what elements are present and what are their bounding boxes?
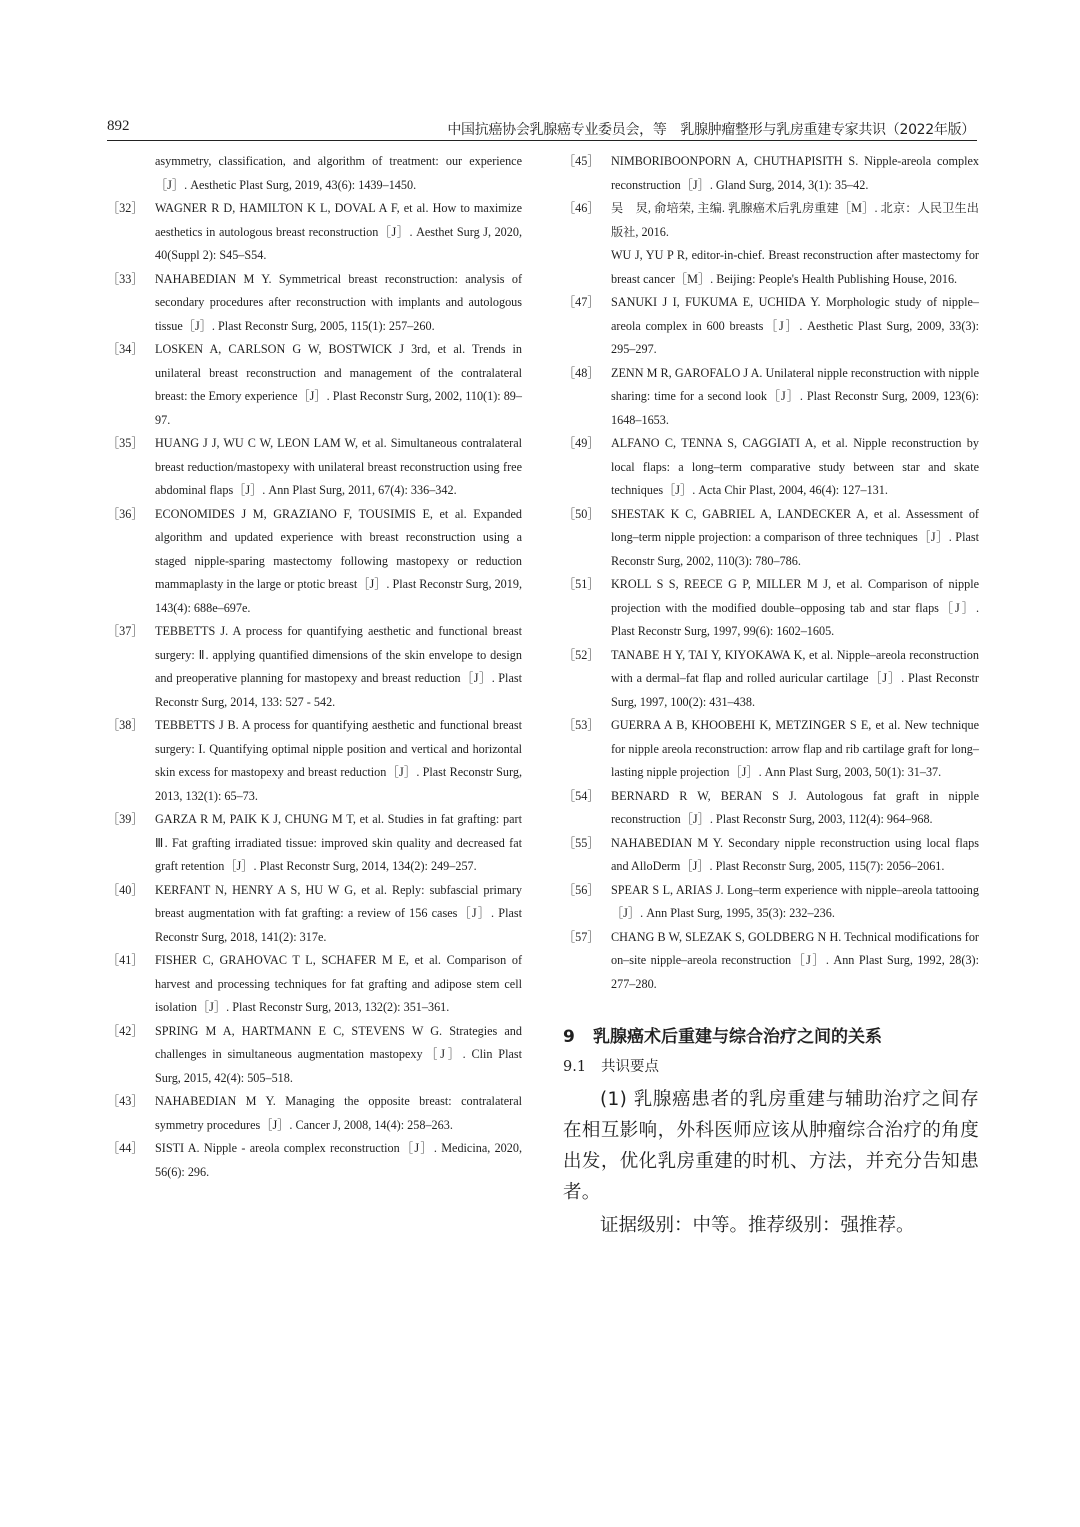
section-number: 9	[563, 1027, 575, 1047]
reference-number: ［51］	[563, 577, 600, 591]
reference-number: ［42］	[107, 1023, 144, 1038]
reference-item	[107, 949, 522, 1020]
reference-text: ZENN M R, GAROFALO J A. Unilateral nipple reconstruction with nipple sharing: time for a second look［J］. Plast Reconstr Surg, 2009, 123(6): 1648–1653.	[611, 365, 979, 427]
reference-text: BERNARD R W, BERAN S J. Autologous fat graft in nipple reconstruction［J］. Plast Reconstr Surg, 2003, 112(4): 964–968.	[611, 788, 979, 826]
reference-text: SISTI A. Nipple - areola complex reconstruction［J］. Medicina, 2020, 56(6): 296.	[155, 1141, 522, 1179]
reference-number: ［49］	[563, 436, 600, 450]
reference-number: ［37］	[107, 624, 144, 638]
section-heading	[563, 1024, 979, 1050]
reference-text: GARZA R M, PAIK K J, CHUNG M T, et al. Studies in fat grafting: part Ⅲ. Fat grafting irradiated tissue: improved skin quality and decreased fat graft retention［J］. Plast Reconstr Surg, 2014, 134(2): 249–257.	[155, 812, 522, 873]
reference-number: ［32］	[107, 201, 144, 215]
section-title: 乳腺癌术后重建与综合治疗之间的关系	[593, 1027, 882, 1047]
reference-number: ［52］	[563, 647, 600, 662]
reference-item	[107, 1137, 522, 1184]
reference-number: ［48］	[563, 365, 600, 380]
reference-number: ［50］	[563, 506, 600, 521]
reference-text: TEBBETTS J. A process for quantifying aesthetic and functional breast surgery: Ⅱ. applying quantified dimensions of the skin envelope to design and preoperative planning for mastopexy and breast reduction［J］. Plast Reconstr Surg, 2014, 133: 527 - 542.	[155, 624, 522, 709]
reference-item	[563, 644, 979, 715]
reference-text: SPRING M A, HARTMANN E C, STEVENS W G. Strategies and challenges in simultaneous augmentation mastopexy［J］. Clin Plast Surg, 2015, 42(4): 505–518.	[155, 1023, 522, 1085]
reference-number: ［47］	[563, 295, 600, 309]
reference-text: KROLL S S, REECE G P, MILLER M J, et al. Comparison of nipple projection with the modified double–opposing tab and star flaps［J］. Plast Reconstr Surg, 1997, 99(6): 1602–1605.	[611, 577, 979, 638]
reference-item	[107, 503, 522, 621]
reference-number: ［40］	[107, 882, 144, 897]
reference-number: ［44］	[107, 1141, 144, 1155]
subsection-number: 9.1	[563, 1059, 587, 1075]
reference-text: WAGNER R D, HAMILTON K L, DOVAL A F, et al. How to maximize aesthetics in autologous breast reconstruction［J］. Aesthet Surg J, 2020, 40(Suppl 2): S45–S54.	[155, 201, 522, 262]
reference-item	[107, 714, 522, 808]
reference-text: LOSKEN A, CARLSON G W, BOSTWICK J 3rd, et al. Trends in unilateral breast reconstruction and management of the contralateral breast: the Emory experience［J］. Plast Reconstr Surg, 2002, 110(1): 89–97.	[155, 342, 522, 427]
reference-text: CHANG B W, SLEZAK S, GOLDBERG N H. Technical modifications for on–site nipple–areola reconstruction［J］. Ann Plast Surg, 1992, 28(3): 277–280.	[611, 929, 979, 991]
left-column	[107, 150, 522, 1184]
reference-continuation	[107, 150, 522, 197]
page-number: 892	[107, 118, 130, 134]
reference-number: ［57］	[563, 929, 600, 944]
reference-text: asymmetry, classification, and algorithm of treatment: our experience［J］. Aesthetic Plast Surg, 2019, 43(6): 1439–1450.	[155, 154, 522, 192]
reference-text: NAHABEDIAN M Y. Symmetrical breast reconstruction: analysis of secondary procedures after reconstruction with implants and autologous tissue［J］. Plast Reconstr Surg, 2005, 115(1): 257–260.	[155, 271, 522, 333]
reference-item	[563, 879, 979, 926]
reference-item	[107, 1090, 522, 1137]
reference-item	[563, 714, 979, 785]
reference-item	[107, 879, 522, 950]
consensus-paragraph: (1) 乳腺癌患者的乳房重建与辅助治疗之间存在相互影响，外科医师应该从肿瘤综合治疗的角度出发，优化乳房重建的时机、方法，并充分告知患者。	[563, 1089, 979, 1203]
reference-number: ［38］	[107, 718, 144, 732]
reference-item	[107, 808, 522, 879]
reference-text: 吴 炅, 俞培荣, 主编. 乳腺癌术后乳房重建［M］. 北京：人民卫生出版社, 2016.	[611, 201, 979, 239]
reference-text: GUERRA A B, KHOOBEHI K, METZINGER S E, et al. New technique for nipple areola reconstruction: arrow flap and rib cartilage graft for long–lasting nipple projection［J］. Ann Plast Surg, 2003, 50(1): 31–37.	[611, 718, 979, 779]
reference-text: NAHABEDIAN M Y. Secondary nipple reconstruction using local flaps and AlloDerm［J］. Plast Reconstr Surg, 2005, 115(7): 2056–2061.	[611, 835, 979, 873]
subsection-title: 共识要点	[601, 1059, 659, 1075]
reference-number: ［39］	[107, 812, 144, 826]
subsection-heading	[563, 1054, 979, 1080]
reference-text: NAHABEDIAN M Y. Managing the opposite breast: contralateral symmetry procedures［J］. Cancer J, 2008, 14(4): 258–263.	[155, 1094, 522, 1132]
reference-item	[563, 291, 979, 362]
reference-item	[107, 1020, 522, 1091]
reference-item	[107, 268, 522, 339]
running-title: 中国抗癌协会乳腺癌专业委员会，等 乳腺肿瘤整形与乳房重建专家共识（2022年版）	[447, 122, 975, 138]
reference-item	[563, 926, 979, 997]
reference-item	[563, 832, 979, 879]
reference-number: ［56］	[563, 882, 600, 897]
reference-text: FISHER C, GRAHOVAC T L, SCHAFER M E, et al. Comparison of harvest and processing techniques for fat grafting and adipose stem cell isolation［J］. Plast Reconstr Surg, 2013, 132(2): 351–361.	[155, 953, 522, 1014]
reference-number: ［34］	[107, 342, 144, 356]
reference-text: SPEAR S L, ARIAS J. Long–term experience with nipple–areola tattooing［J］. Ann Plast Surg, 1995, 35(3): 232–236.	[611, 882, 979, 920]
reference-item	[107, 620, 522, 714]
reference-text: ALFANO C, TENNA S, CAGGIATI A, et al. Nipple reconstruction by local flaps: a long–term comparative study between star and skate techniques［J］. Acta Chir Plast, 2004, 46(4): 127–131.	[611, 436, 979, 497]
reference-item	[107, 197, 522, 268]
reference-number: ［45］	[563, 154, 600, 168]
reference-item	[563, 785, 979, 832]
reference-text: TANABE H Y, TAI Y, KIYOKAWA K, et al. Nipple–areola reconstruction with a dermal–fat flap and rolled auricular cartilage［J］. Plast Reconstr Surg, 1997, 100(2): 431–438.	[611, 647, 979, 709]
reference-item	[563, 150, 979, 197]
reference-text: HUANG J J, WU C W, LEON LAM W, et al. Simultaneous contralateral breast reduction/mastopexy with unilateral breast reconstruction using free abdominal flaps［J］. Ann Plast Surg, 2011, 67(4): 336–342.	[155, 436, 522, 497]
reference-text: TEBBETTS J B. A process for quantifying aesthetic and functional breast surgery: I. Quantifying optimal nipple position and vertical and horizontal skin excess for mastopexy and breast reduction［J］. Plast Reconstr Surg, 2013, 132(1): 65–73.	[155, 718, 522, 803]
reference-number: ［41］	[107, 953, 144, 967]
reference-item	[563, 362, 979, 433]
running-header	[107, 118, 977, 141]
reference-text: SHESTAK K C, GABRIEL A, LANDECKER A, et al. Assessment of long–term nipple projection: a comparison of three techniques［J］. Plast Reconstr Surg, 2002, 110(3): 780–786.	[611, 506, 979, 568]
reference-item	[563, 573, 979, 644]
reference-number: ［54］	[563, 788, 600, 803]
reference-text: NIMBORIBOONPORN A, CHUTHAPISITH S. Nipple-areola complex reconstruction［J］. Gland Surg, 2014, 3(1): 35–42.	[611, 154, 979, 192]
reference-item	[107, 338, 522, 432]
reference-text-english: WU J, YU P R, editor-in-chief. Breast reconstruction after mastectomy for breast cancer［M］. Beijing: People's Health Publishing House, 2016.	[611, 248, 979, 286]
reference-number: ［53］	[563, 718, 600, 732]
reference-number: ［33］	[107, 271, 144, 286]
reference-number: ［46］	[563, 201, 600, 215]
right-column	[563, 150, 979, 1241]
reference-item	[107, 432, 522, 503]
reference-item	[563, 503, 979, 574]
evidence-level: 证据级别：中等。推荐级别：强推荐。	[600, 1215, 915, 1236]
reference-text: KERFANT N, HENRY A S, HU W G, et al. Reply: subfascial primary breast augmentation with fat grafting: a review of 156 cases［J］. Plast Reconstr Surg, 2018, 141(2): 317e.	[155, 882, 522, 944]
reference-text: ECONOMIDES J M, GRAZIANO F, TOUSIMIS E, et al. Expanded algorithm and updated experience with breast reconstruction using a staged nipple-sparing mastectomy following mastopexy or reduction mammaplasty in the large or ptotic breast［J］. Plast Reconstr Surg, 2019, 143(4): 688e–697e.	[155, 506, 522, 615]
reference-number: ［36］	[107, 506, 144, 521]
reference-number: ［35］	[107, 436, 144, 450]
reference-item	[563, 197, 979, 291]
reference-item	[563, 432, 979, 503]
reference-number: ［55］	[563, 835, 600, 850]
reference-number: ［43］	[107, 1094, 144, 1108]
reference-text: SANUKI J I, FUKUMA E, UCHIDA Y. Morphologic study of nipple–areola complex in 600 breasts［J］. Aesthetic Plast Surg, 2009, 33(3): 295–297.	[611, 295, 979, 356]
